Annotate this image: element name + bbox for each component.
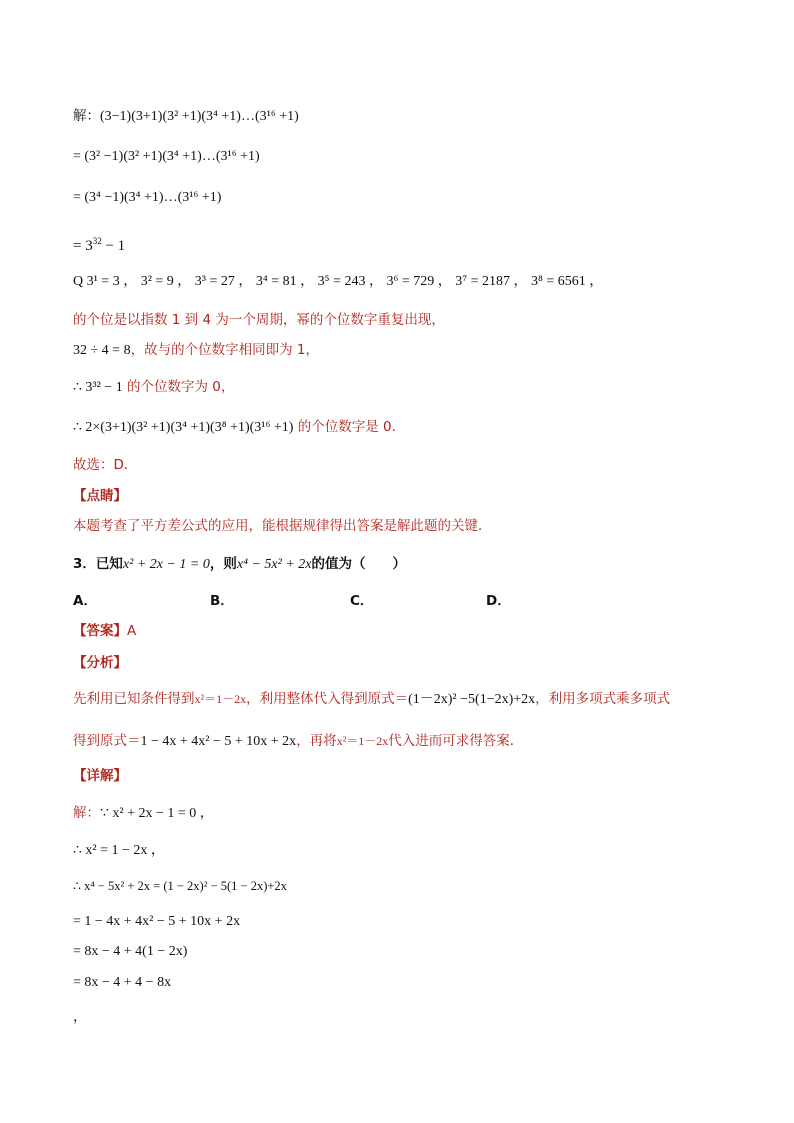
detail-line-4: = 1 − 4x + 4x² − 5 + 10x + 2x [73, 914, 241, 929]
solution-choice: 故选：D． [73, 457, 138, 473]
analysis-p2-a: 得到原式＝ [73, 733, 141, 749]
analysis-p1-c: ，利用整体代入得到原式＝ [246, 691, 409, 707]
solution-line-9-text: 的个位数字是 0． [293, 419, 406, 435]
question-3 [73, 554, 406, 575]
question-3-condition: x² + 2x − 1 = 0 [122, 557, 210, 572]
analysis-p1-d: (1－2x)² −5(1−2x)+2x [408, 692, 536, 707]
analysis-p2-c: ，再将 [296, 733, 337, 749]
solution-line-1 [73, 106, 299, 127]
analysis-heading: 【分析】 [73, 655, 127, 671]
question-3-suffix: 的值为（ ） [311, 556, 406, 572]
solution-line-9-math: ∴ 2×(3+1)(3² +1)(3⁴ +1)(3⁸ +1)(3¹⁶ +1) [73, 420, 294, 435]
solution-line-4-base: = 3 [73, 238, 93, 254]
answer-value: A [127, 623, 137, 639]
analysis-p2-d: x²＝1－2x [336, 734, 389, 748]
solution-line-7 [73, 340, 319, 361]
option-d: D． [486, 593, 511, 609]
question-3-prefix: 3．已知 [73, 556, 123, 572]
solution-label: 解： [73, 108, 100, 124]
solution-line-8 [73, 377, 234, 398]
question-3-mid: ，则 [209, 556, 237, 572]
question-3-expression: x⁴ − 5x² + 2x [236, 557, 312, 572]
detail-line-2: ∴ x² = 1 − 2x ， [73, 843, 165, 858]
solution-line-8-math: ∴ 3³² − 1 [73, 380, 123, 395]
solution-line-8-text: 的个位数字为 0， [122, 379, 235, 395]
option-c: C． [350, 593, 374, 609]
solution-line-4 [73, 231, 125, 256]
solution-line-5: Q 3¹ = 3 ， 3² = 9 ， 3³ = 27 ， 3⁴ = 81 ， 3⁵ = 243 ， 3⁶ = 729 ， 3⁷ = 2187 ， 3⁸ = 6561 ， [73, 274, 604, 289]
detail-line-5: = 8x − 4 + 4(1 − 2x) [73, 944, 188, 959]
solution-line-6: 的个位是以指数 1 到 4 为一个周期，幂的个位数字重复出现， [73, 312, 445, 328]
analysis-paragraph-2 [73, 731, 523, 752]
analysis-p1-a: 先利用已知条件得到 [73, 691, 195, 707]
option-a: A． [73, 593, 97, 609]
analysis-p1-e: ，利用多项式乘多项式 [535, 691, 671, 707]
solution-line-2: = (3² −1)(3² +1)(3⁴ +1)…(3¹⁶ +1) [73, 149, 260, 164]
answer-heading: 【答案】 [73, 623, 127, 639]
answer-line [73, 621, 136, 641]
comment-heading: 【点睛】 [73, 488, 127, 504]
solution-line-7-math: 32 ÷ 4 = 8 [73, 343, 131, 358]
comment-text: 本题考查了平方差公式的应用，能根据规律得出答案是解此题的关键． [73, 518, 492, 534]
solution-line-7-text: ，故与的个位数字相同即为 1， [130, 342, 319, 358]
detail-line-7: ， [73, 1010, 87, 1025]
analysis-paragraph-1 [73, 689, 670, 710]
detail-line-1 [73, 803, 214, 824]
detail-line-6: = 8x − 4 + 4 − 8x [73, 975, 172, 990]
option-b: B． [210, 593, 234, 609]
detail-line-3: ∴ x⁴ − 5x² + 2x = (1 − 2x)² − 5(1 − 2x)+2x [73, 879, 287, 893]
solution-line-3: = (3⁴ −1)(3⁴ +1)…(3¹⁶ +1) [73, 190, 222, 205]
detail-expression-1: ∵ x² + 2x − 1 = 0 ， [100, 806, 214, 821]
solution-line-4-exponent: 32 [92, 236, 102, 246]
analysis-p2-b: 1 − 4x + 4x² − 5 + 10x + 2x [140, 734, 297, 749]
detail-heading: 【详解】 [73, 768, 127, 784]
solution-line-4-rest: − 1 [101, 238, 126, 254]
analysis-p1-b: x²＝1－2x [194, 692, 247, 706]
solution-expression-1: (3−1)(3+1)(3² +1)(3⁴ +1)…(3¹⁶ +1) [100, 109, 299, 124]
solution-line-9 [73, 417, 405, 438]
analysis-p2-e: 代入进而可求得答案． [388, 733, 524, 749]
detail-label: 解： [73, 805, 100, 821]
